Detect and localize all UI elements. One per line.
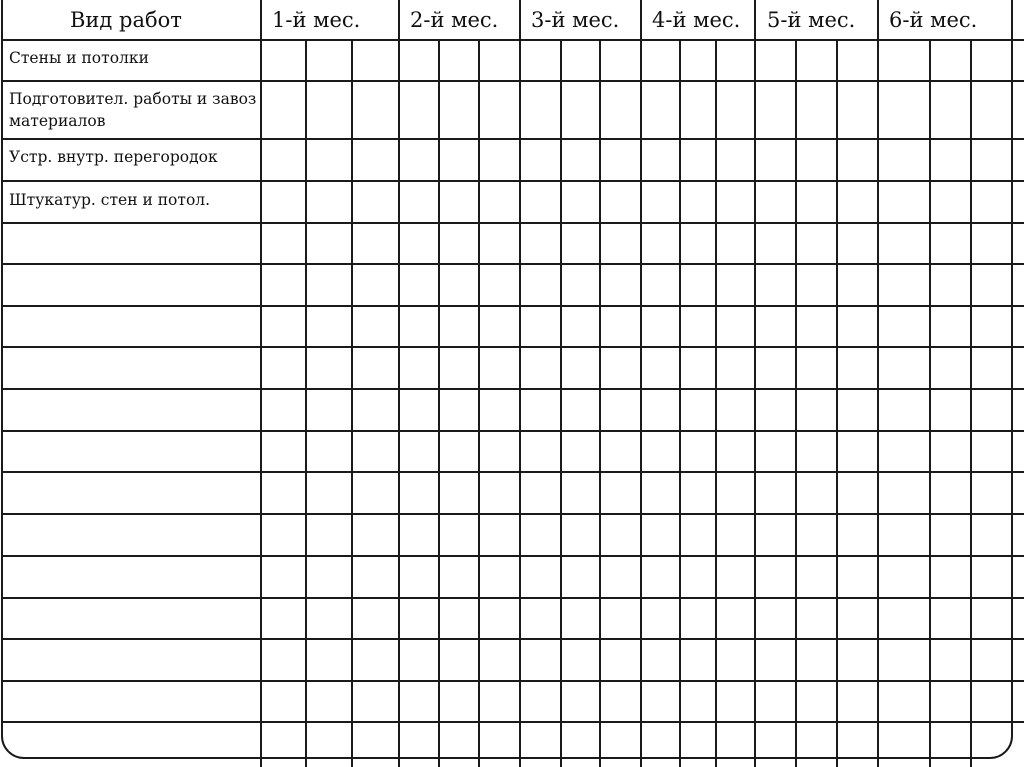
row-label-plastering: Штукатур. стен и потол.	[9, 191, 211, 209]
header-month-2: 2-й мес.	[410, 8, 499, 32]
header-month-5: 5-й мес.	[767, 8, 856, 32]
header-month-4: 4-й мес.	[652, 8, 741, 32]
row-label-walls-ceilings: Стены и потолки	[9, 49, 149, 67]
row-label-preparatory-works: Подготовител. работы и завоз материалов	[9, 90, 257, 130]
header-month-6: 6-й мес.	[889, 8, 978, 32]
header-month-3: 3-й мес.	[531, 8, 620, 32]
header-work-type: Вид работ	[70, 8, 182, 32]
row-label-partitions: Устр. внутр. перегородок	[9, 148, 218, 166]
header-month-1: 1-й мес.	[272, 8, 361, 32]
